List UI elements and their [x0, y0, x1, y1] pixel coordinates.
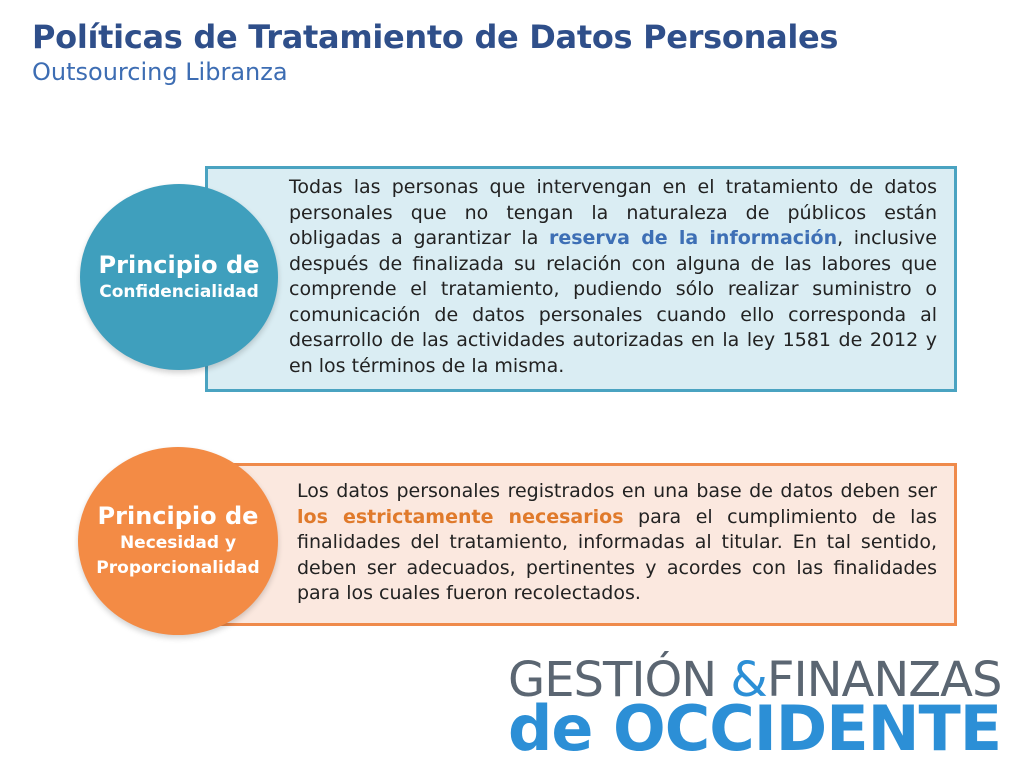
logo-word-gestion: GESTIÓN — [508, 652, 731, 708]
badge-heading: Principio de — [97, 502, 259, 530]
confidencialidad-text — [289, 175, 937, 379]
badge-name-line2: Proporcionalidad — [96, 558, 260, 578]
text-part: Todas las personas que intervengan en el tratamiento de datos personales que no tengan la naturaleza de públicos están obligadas a garantizar la — [289, 176, 937, 249]
badge-name-line1: Necesidad y — [119, 533, 237, 553]
badge-heading: Principio de — [98, 250, 260, 279]
highlight-text: reserva de la información — [548, 227, 838, 249]
logo-line2: de OCCIDENTE — [508, 692, 1002, 765]
necesidad-card — [205, 463, 957, 626]
text-part: , inclusive después de finalizada su relación con alguna de las labores que comprende el tratamiento, pudiendo sólo realizar suministro o comunicación de datos personales cuando ello corresponda al desarrollo de las actividades autorizadas en la ley 1581 de 2012 y en los términos de la misma. — [289, 227, 937, 377]
highlight-text: los estrictamente necesarios — [297, 505, 624, 528]
confidencialidad-badge — [80, 184, 278, 370]
confidencialidad-card — [205, 166, 957, 392]
necesidad-text — [297, 479, 937, 607]
text-part: para el cumplimiento de las finalidades del tratamiento, informadas al titular. En tal sentido, deben ser adecuados, pertinentes y acordes con las finalidades para los cuales fueron recolectados. — [297, 505, 937, 604]
text-part: Los datos personales registrados en una base de datos deben ser — [297, 480, 937, 502]
logo-word-finanzas: FINANZAS — [766, 652, 1002, 708]
page-subtitle: Outsourcing Libranza — [32, 58, 288, 86]
necesidad-badge — [78, 447, 278, 635]
company-logo — [508, 652, 1004, 765]
badge-name: Confidencialidad — [99, 281, 259, 302]
logo-ampersand: & — [730, 652, 767, 708]
page-title: Políticas de Tratamiento de Datos Personales — [32, 18, 839, 56]
